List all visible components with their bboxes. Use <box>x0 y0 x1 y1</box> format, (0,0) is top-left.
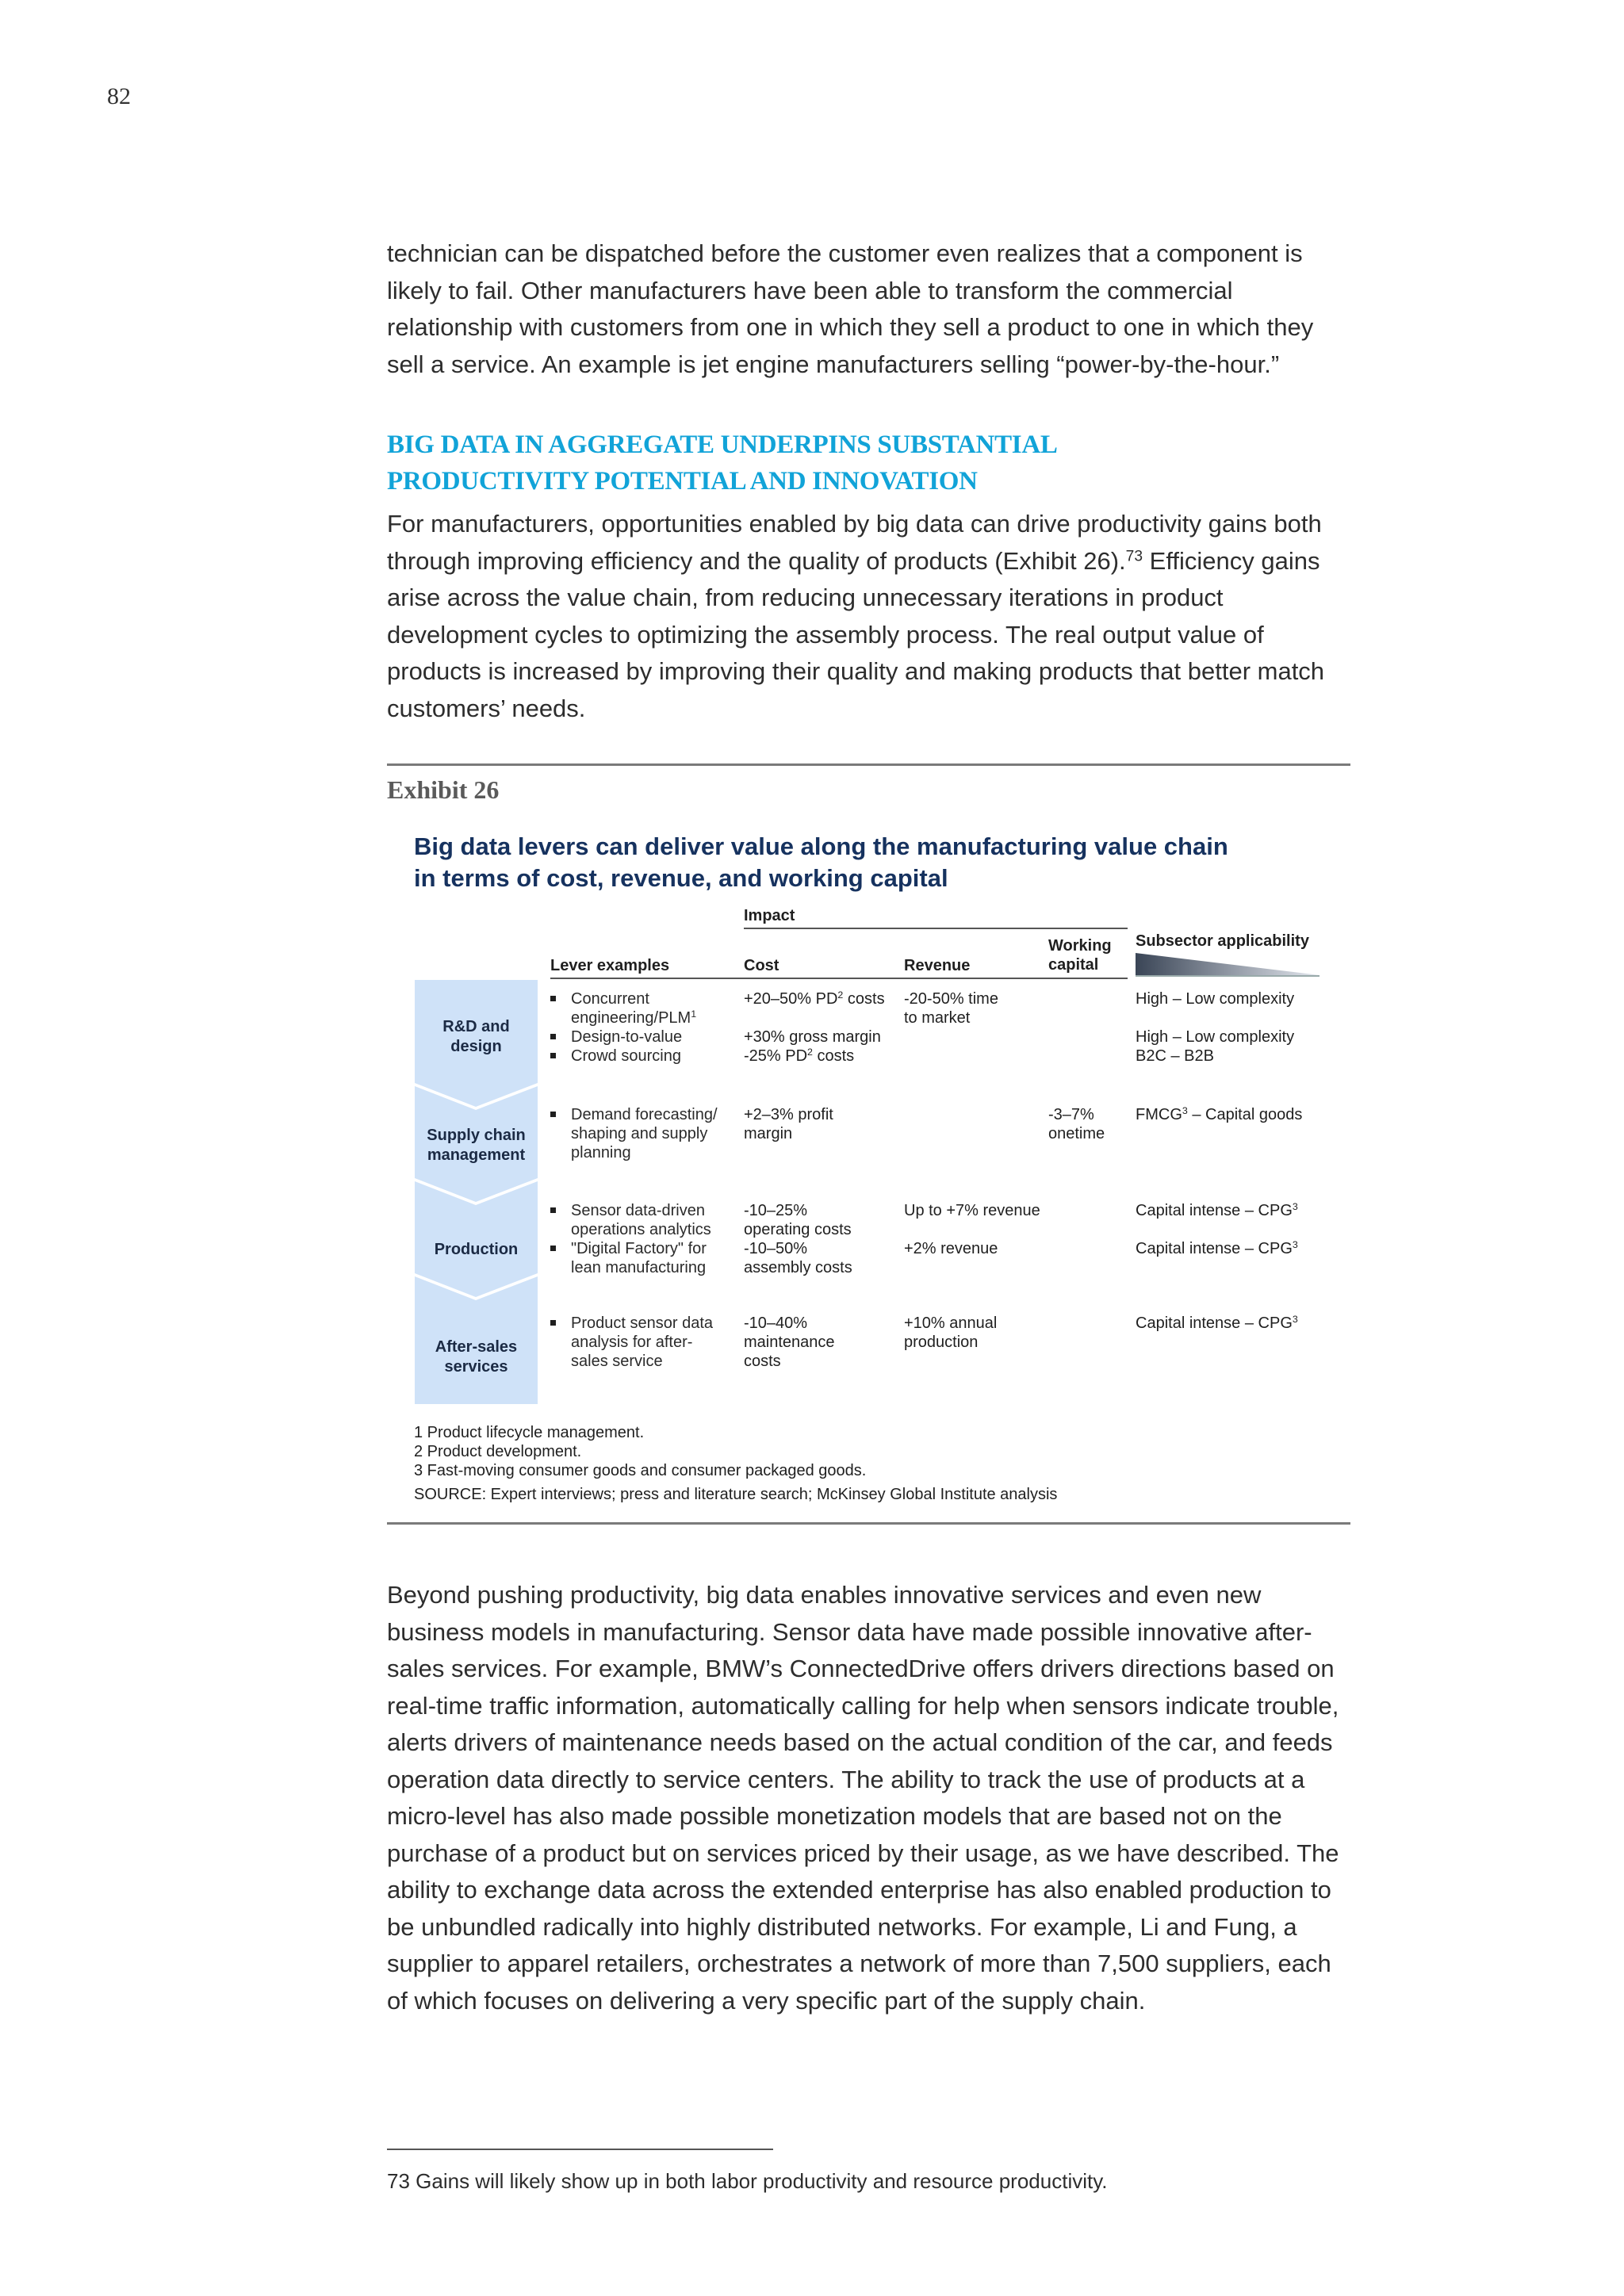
section-paragraph <box>387 506 1354 727</box>
cost-line: +2–3% profit <box>744 1106 833 1123</box>
stage-supply-chain <box>415 1114 538 1177</box>
exhibit-bottom-rule <box>387 1522 1350 1525</box>
page-number: 82 <box>107 83 131 109</box>
section-paragraph-text <box>387 506 1354 727</box>
lever-line: operations analytics <box>571 1221 711 1238</box>
revenue-line: production <box>904 1334 979 1351</box>
footnote-marker: 3 <box>1292 1201 1298 1213</box>
header-subsector: Subsector applicability <box>1136 932 1309 950</box>
header-working-capital-line-1: Working <box>1048 937 1112 955</box>
lever-concurrent-engineering <box>571 989 696 1027</box>
lever-line: Product sensor data <box>571 1314 713 1332</box>
footnote-marker: 3 <box>1292 1314 1298 1326</box>
header-impact: Impact <box>744 907 795 924</box>
lever-digital-factory <box>571 1239 707 1277</box>
footnote-marker: 2 <box>807 1047 813 1058</box>
exhibit-footnote-2: 2 Product development. <box>414 1443 582 1460</box>
header-working-capital-line-2: capital <box>1048 956 1099 974</box>
footnote-ref-73: 73 <box>1125 547 1143 564</box>
stage-production <box>415 1218 538 1281</box>
stage-supply-line-2: management <box>427 1146 526 1164</box>
subsector-aftersales-1 <box>1136 1314 1298 1333</box>
subsector-production-2 <box>1136 1239 1298 1258</box>
subsector-production-1 <box>1136 1201 1298 1220</box>
header-lever-examples: Lever examples <box>550 957 670 974</box>
working-capital-line: onetime <box>1048 1125 1105 1142</box>
exhibit-title-line-1: Big data levers can deliver value along the manufacturing value chain <box>414 832 1228 860</box>
lever-sensor-data-driven <box>571 1201 711 1239</box>
lever-demand-forecasting <box>571 1105 718 1162</box>
subsector-text: Capital intense – CPG <box>1136 1202 1293 1219</box>
section-heading <box>387 427 1354 499</box>
subsector-text: FMCG <box>1136 1106 1182 1123</box>
footnote-marker: 2 <box>837 989 844 1001</box>
closing-paragraph <box>387 1577 1354 2019</box>
lever-line: sales service <box>571 1353 663 1370</box>
header-revenue: Revenue <box>904 957 971 974</box>
stage-supply-line-1: Supply chain <box>427 1127 526 1144</box>
revenue-line: -20-50% time <box>904 990 998 1008</box>
footnote-rule <box>387 2149 773 2150</box>
stage-aftersales-line-2: services <box>444 1358 508 1376</box>
lever-line: analysis for after- <box>571 1334 693 1351</box>
section-heading-line-2: PRODUCTIVITY POTENTIAL AND INNOVATION <box>387 467 978 496</box>
subsector-text: Capital intense – CPG <box>1136 1314 1293 1332</box>
lever-product-sensor-data <box>571 1314 713 1371</box>
lever-line: "Digital Factory" for <box>571 1240 707 1257</box>
page-footnote: 73 Gains will likely show up in both labor productivity and resource productivity. <box>387 2169 1108 2193</box>
cost-line: -10–40% <box>744 1314 808 1332</box>
working-capital-supply-1 <box>1048 1105 1105 1143</box>
cost-rd-3 <box>744 1047 854 1066</box>
revenue-aftersales-1 <box>904 1314 997 1352</box>
revenue-rd-1 <box>904 989 998 1027</box>
exhibit-footnote-3: 3 Fast-moving consumer goods and consumer packaged goods. <box>414 1462 867 1479</box>
header-underline <box>550 978 1128 979</box>
subsector-underline <box>1136 975 1320 977</box>
lever-line: shaping and supply <box>571 1125 708 1142</box>
cost-text: costs <box>843 990 885 1008</box>
subsector-line: B2C – B2B <box>1136 1047 1214 1065</box>
lever-line: Demand forecasting/ <box>571 1106 718 1123</box>
cost-aftersales-1 <box>744 1314 835 1371</box>
lever-crowd-sourcing: Crowd sourcing <box>571 1047 681 1065</box>
exhibit-title <box>414 831 1326 894</box>
working-capital-line: -3–7% <box>1048 1106 1094 1123</box>
exhibit-top-rule <box>387 763 1350 766</box>
stage-rd-line-2: design <box>450 1038 502 1055</box>
stage-production-line-1: Production <box>434 1240 519 1258</box>
lever-design-to-value: Design-to-value <box>571 1028 683 1046</box>
impact-underline <box>744 928 1128 929</box>
revenue-production-2: +2% revenue <box>904 1240 998 1257</box>
cost-production-1 <box>744 1201 852 1239</box>
exhibit-footnote-1: 1 Product lifecycle management. <box>414 1424 645 1441</box>
subsector-line: High – Low complexity <box>1136 1028 1295 1046</box>
stage-aftersales-line-1: After-sales <box>435 1338 518 1356</box>
paragraph-part-2: Efficiency gains arise across the value chain, from reducing unnecessary iterations in product development cycles to optimizing the assembly process. The real output value of products is increased by improving their quality and making products that better match customers’ needs. <box>387 546 1325 722</box>
intro-paragraph <box>387 235 1354 383</box>
cost-line: operating costs <box>744 1221 852 1238</box>
cost-rd-1 <box>744 989 885 1008</box>
exhibit-footnotes <box>414 1423 1057 1504</box>
cost-line: margin <box>744 1125 793 1142</box>
lever-line <box>571 1008 696 1027</box>
cost-line: -10–25% <box>744 1202 808 1219</box>
cost-text: +20–50% PD <box>744 990 838 1008</box>
cost-line: assembly costs <box>744 1259 852 1276</box>
subsector-rd-1: High – Low complexity <box>1136 990 1295 1008</box>
cost-text: -25% PD <box>744 1047 808 1065</box>
cost-text: costs <box>812 1047 855 1065</box>
revenue-line: +10% annual <box>904 1314 998 1332</box>
subsector-text: Capital intense – CPG <box>1136 1240 1293 1257</box>
footnote-marker: 3 <box>1182 1105 1188 1117</box>
revenue-production-1: Up to +7% revenue <box>904 1202 1040 1219</box>
exhibit-title-line-2: in terms of cost, revenue, and working capital <box>414 864 948 892</box>
intro-text: technician can be dispatched before the customer even realizes that a component is likely to fail. Other manufacturers have been able to transform the commercial relationship with customers from one in which they sell a product to one in which they sell a service. An example is jet engine manufacturers selling “power-by-the-hour.” <box>387 239 1314 378</box>
cost-production-2 <box>744 1239 852 1277</box>
header-cost: Cost <box>744 957 779 974</box>
exhibit-label: Exhibit 26 <box>387 775 500 804</box>
cost-rd-2: +30% gross margin <box>744 1028 881 1046</box>
lever-line: planning <box>571 1144 631 1161</box>
lever-line: lean manufacturing <box>571 1259 707 1276</box>
lever-text: engineering/PLM <box>571 1009 691 1027</box>
footnote-marker: 1 <box>691 1008 697 1020</box>
cost-line: maintenance <box>744 1334 835 1351</box>
stage-rd-design <box>415 1005 538 1069</box>
stage-after-sales <box>415 1326 538 1389</box>
cost-line: costs <box>744 1353 781 1370</box>
footnote-marker: 3 <box>1292 1239 1298 1251</box>
lever-line: Concurrent <box>571 990 649 1008</box>
lever-line: Sensor data-driven <box>571 1202 705 1219</box>
exhibit-source: SOURCE: Expert interviews; press and literature search; McKinsey Global Institute analysis <box>414 1486 1058 1503</box>
section-heading-line-1: BIG DATA IN AGGREGATE UNDERPINS SUBSTANTIAL <box>387 430 1058 459</box>
subsector-rd-2 <box>1136 1027 1294 1066</box>
paragraph-part-1: For manufacturers, opportunities enabled by big data can drive productivity gains both through improving efficiency and the quality of products (Exhibit 26). <box>387 510 1322 575</box>
header-working-capital <box>1048 936 1112 974</box>
stage-rd-line-1: R&D and <box>442 1018 510 1035</box>
closing-text: Beyond pushing productivity, big data enables innovative services and even new business models in manufacturing. Sensor data have made possible innovative after-sales services. For example, BMW’s ConnectedDrive offers drivers directions based on real-time traffic information, automatically calling for help when sensors indicate trouble, alerts drivers of maintenance needs based on the actual condition of the car, and feeds operation data directly to service centers. The ability to track the use of products at a micro-level has also made possible monetization models that are based not on the purchase of a product but on services priced by their usage, as we have described. The ability to exchange data across the extended enterprise has also enabled production to be unbundled radically into highly distributed networks. For example, Li and Fung, a supplier to apparel retailers, orchestrates a network of more than 7,500 suppliers, each of which focuses on delivering a very specific part of the supply chain. <box>387 1581 1339 2015</box>
subsector-supply-1 <box>1136 1105 1302 1124</box>
subsector-text: – Capital goods <box>1187 1106 1303 1123</box>
cost-supply-1 <box>744 1105 833 1143</box>
cost-line: -10–50% <box>744 1240 808 1257</box>
complexity-gradient-wedge <box>1136 953 1320 977</box>
revenue-line: to market <box>904 1009 971 1027</box>
